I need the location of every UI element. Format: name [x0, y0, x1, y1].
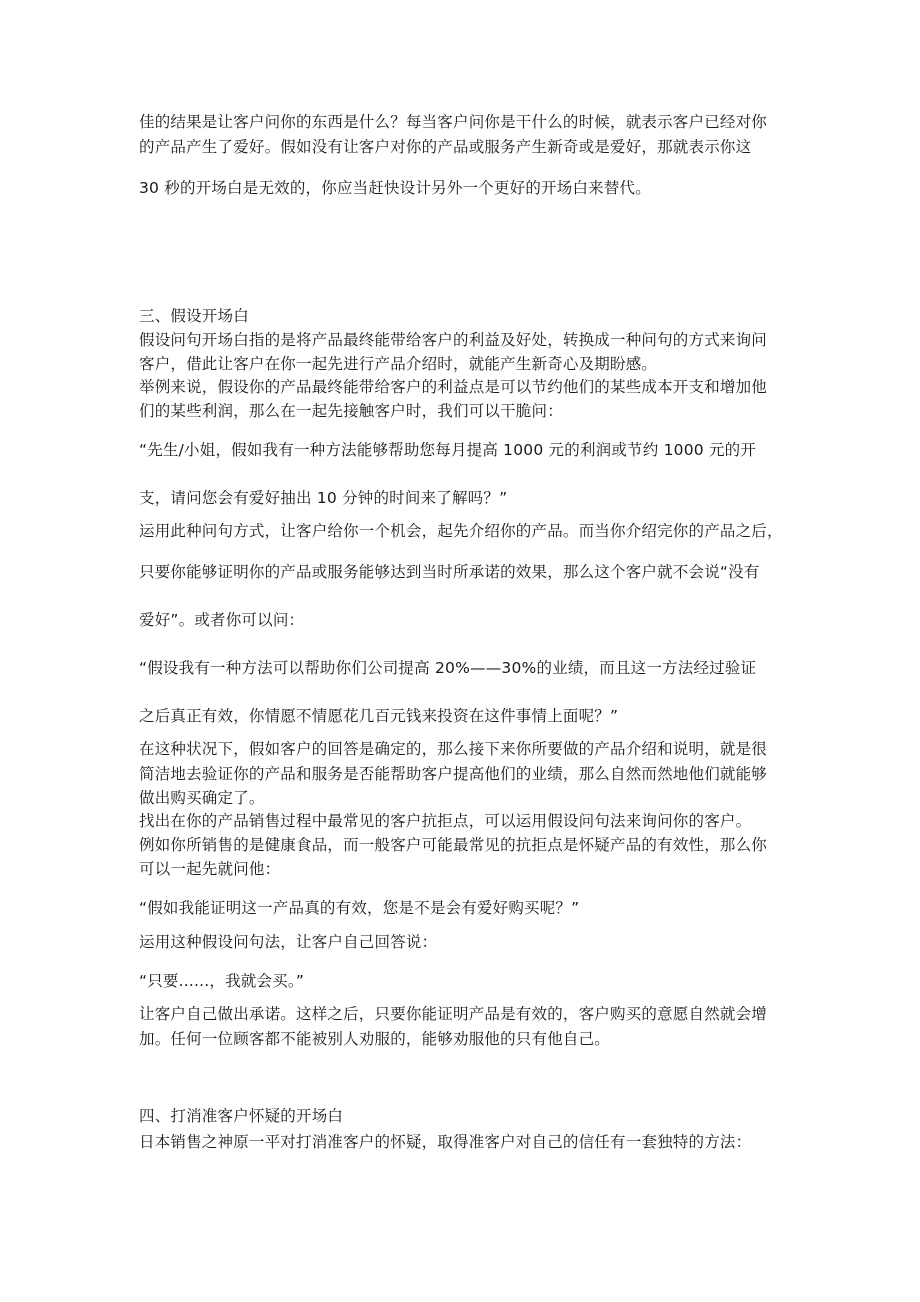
- quote-line: “只要......，我就会买。”: [139, 972, 305, 990]
- paragraph-line: 做出购买确定了。: [139, 789, 265, 807]
- paragraph-line: 30 秒的开场白是无效的，你应当赶快设计另外一个更好的开场白来替代。: [139, 179, 651, 197]
- paragraph-line: 佳的结果是让客户问你的东西是什么？每当客户问你是干什么的时候，就表示客户已经对你: [139, 113, 768, 131]
- paragraph-line: 假设问句开场白指的是将产品最终能带给客户的利益及好处，转换成一种问句的方式来询问: [139, 331, 768, 349]
- quote-line: “假设我有一种方法可以帮助你们公司提高 20%——30%的业绩，而且这一方法经过验证: [139, 659, 757, 677]
- paragraph-line: 找出在你的产品销售过程中最常见的客户抗拒点，可以运用假设问句法来询问你的客户。: [139, 812, 752, 830]
- paragraph-line: 日本销售之神原一平对打消准客户的怀疑，取得准客户对自己的信任有一套独特的方法：: [139, 1133, 752, 1151]
- quote-line: “先生/小姐，假如我有一种方法能够帮助您每月提高 1000 元的利润或节约 1000 元的开: [139, 441, 757, 459]
- paragraph-line: 爱好”。或者你可以问：: [139, 611, 305, 629]
- section-heading: 三、假设开场白: [139, 307, 249, 325]
- paragraph-line: 的产品产生了爱好。假如没有让客户对你的产品或服务产生新奇或是爱好，那就表示你这: [139, 138, 752, 156]
- quote-line: 之后真正有效，你情愿不情愿花几百元钱来投资在这件事情上面呢？”: [139, 707, 619, 725]
- paragraph-line: 简洁地去验证你的产品和服务是否能帮助客户提高他们的业绩，那么自然而然地他们就能够: [139, 765, 768, 783]
- paragraph-line: 举例来说，假设你的产品最终能带给客户的利益点是可以节约他们的某些成本开支和增加他: [139, 378, 768, 396]
- paragraph-line: 例如你所销售的是健康食品，而一般客户可能最常见的抗拒点是怀疑产品的有效性，那么你: [139, 836, 768, 854]
- paragraph-line: 客户，借此让客户在你一起先进行产品介绍时，就能产生新奇心及期盼感。: [139, 355, 658, 373]
- paragraph-line: 运用这种假设问句法，让客户自己回答说：: [139, 933, 438, 951]
- paragraph-line: 们的某些利润，那么在一起先接触客户时，我们可以干脆问：: [139, 402, 563, 420]
- paragraph-line: 运用此种问句方式，让客户给你一个机会，起先介绍你的产品。而当你介绍完你的产品之后，: [139, 522, 783, 540]
- paragraph-line: 加。任何一位顾客都不能被别人劝服的，能够劝服他的只有他自己。: [139, 1030, 611, 1048]
- quote-line: “假如我能证明这一产品真的有效，您是不是会有爱好购买呢？”: [139, 899, 580, 917]
- paragraph-line: 可以一起先就问他：: [139, 860, 281, 878]
- paragraph-line: 只要你能够证明你的产品或服务能够达到当时所承诺的效果，那么这个客户就不会说“没有: [139, 563, 760, 581]
- quote-line: 支，请问您会有爱好抽出 10 分钟的时间来了解吗？”: [139, 489, 508, 507]
- section-heading: 四、打消准客户怀疑的开场白: [139, 1107, 344, 1125]
- paragraph-line: 在这种状况下，假如客户的回答是确定的，那么接下来你所要做的产品介绍和说明，就是很: [139, 740, 768, 758]
- paragraph-line: 让客户自己做出承诺。这样之后，只要你能证明产品是有效的，客户购买的意愿自然就会增: [139, 1005, 768, 1023]
